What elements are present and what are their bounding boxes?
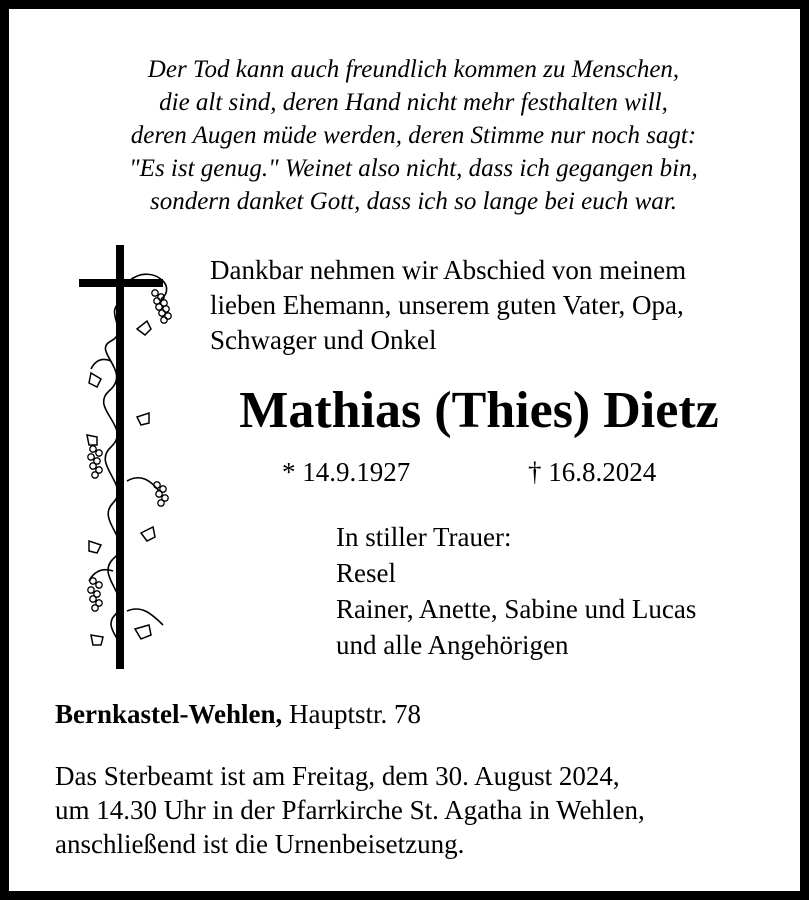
cross-with-grapevine-icon [71, 241, 183, 673]
poem-line: "Es ist genug." Weinet also nicht, dass ich gegangen bin, [129, 155, 698, 182]
birth-date: * 14.9.1927 [282, 457, 411, 487]
service-info [55, 759, 645, 861]
service-line: anschließend ist die Urnenbeisetzung. [55, 829, 465, 859]
farewell-intro [210, 253, 686, 358]
mourner-line: Rainer, Anette, Sabine und Lucas [336, 594, 697, 624]
intro-line: Dankbar nehmen wir Abschied von meinem [210, 255, 687, 285]
mourner-line: Resel [336, 558, 396, 588]
deceased-name: Mathias (Thies) Dietz [239, 382, 719, 439]
address [55, 697, 421, 731]
poem-line: Der Tod kann auch freundlich kommen zu Menschen, [147, 56, 680, 83]
mourners-list [336, 519, 696, 663]
intro-line: lieben Ehemann, unserem guten Vater, Opa, [210, 290, 684, 320]
service-line: Das Sterbeamt ist am Freitag, dem 30. August 2024, [55, 761, 620, 791]
mourners-heading: In stiller Trauer: [336, 522, 512, 552]
mourner-line: und alle Angehörigen [336, 630, 569, 660]
intro-line: Schwager und Onkel [210, 325, 437, 355]
address-city: Bernkastel-Wehlen, [55, 699, 283, 729]
poem-line: sondern danket Gott, dass ich so lange bei euch war. [149, 188, 678, 215]
poem-line: die alt sind, deren Hand nicht mehr festhalten will, [159, 89, 668, 116]
poem [9, 53, 809, 218]
address-street: Hauptstr. 78 [289, 699, 421, 729]
poem-line: deren Augen müde werden, deren Stimme nur noch sagt: [130, 122, 697, 149]
service-line: um 14.30 Uhr in der Pfarrkirche St. Agatha in Wehlen, [55, 795, 645, 825]
death-date: † 16.8.2024 [528, 457, 657, 487]
